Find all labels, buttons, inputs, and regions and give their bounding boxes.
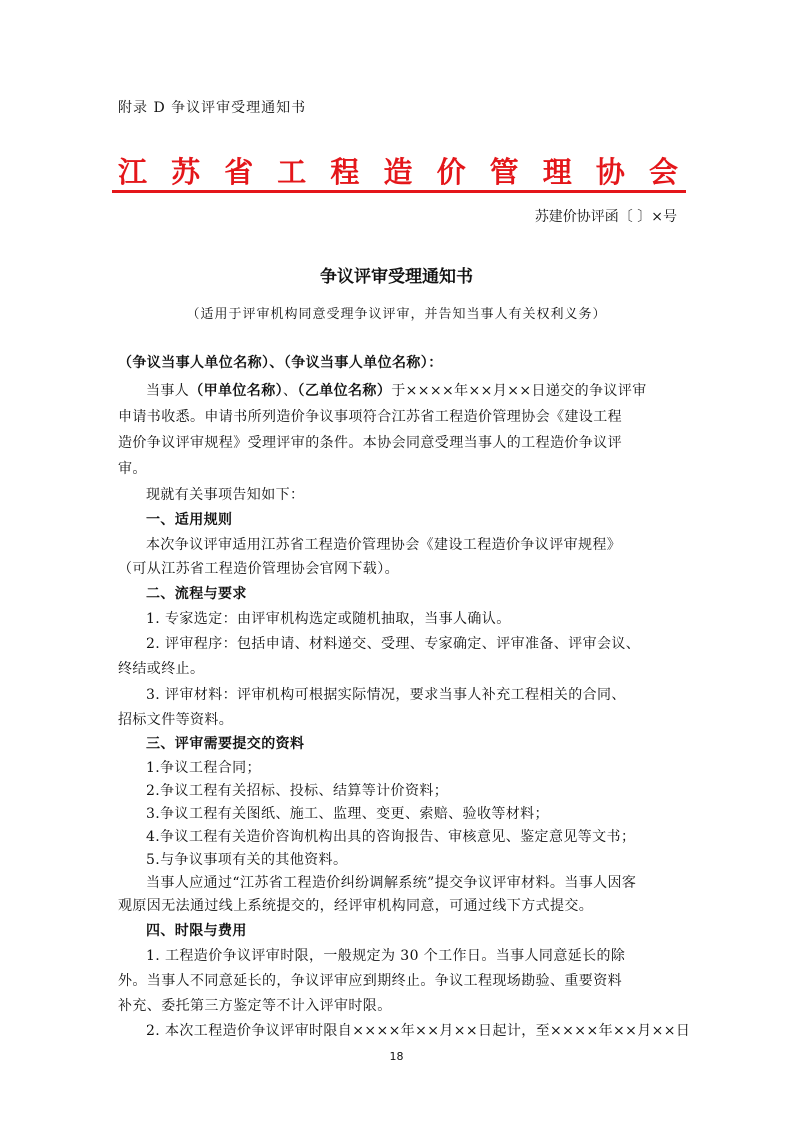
document-number: 苏建价协评函〔 〕×号 [534,209,677,225]
section-heading: 一、适用规则 [146,512,233,528]
org-char: 造 [383,155,413,189]
org-char: 理 [542,155,572,189]
org-char: 价 [436,155,466,189]
addressee: （争议当事人单位名称）、（争议当事人单位名称）： [118,355,443,371]
org-char: 程 [330,155,360,189]
org-char: 管 [489,155,519,189]
para1-line3: 造价争议评审规程》受理评审的条件。本协会同意受理当事人的工程造价争议评 [118,435,622,451]
s3-item5: 5.与争议事项有关的其他资料。 [146,852,348,868]
s4-item1-line1: 1. 工程造价争议评审时限，一般规定为 30 个工作日。当事人同意延长的除 [146,948,626,964]
organization-name [118,150,678,191]
s3-para-line1: 当事人应通过“江苏省工程造价纠纷调解系统”提交争议评审材料。当事人因客 [146,875,637,891]
s4-item2-line1: 2. 本次工程造价争议评审时限自××××年××月××日起计，至××××年××月××日 [146,1023,691,1039]
s4-item1-line3: 补充、委托第三方鉴定等不计入评审时限。 [118,998,392,1014]
text: 于××××年××月××日递交的争议评审 [391,383,647,399]
text: 、 [283,383,298,399]
section-heading: 三、评审需要提交的资料 [146,736,305,752]
org-char: 苏 [171,155,201,189]
s4-item1-line2: 外。当事人不同意延长的，争议评审应到期终止。争议工程现场勘验、重要资料 [118,973,622,989]
org-char: 会 [648,155,678,189]
s2-item1: 1. 专家选定：由评审机构选定或随机抽取，当事人确认。 [146,611,511,627]
s3-para-line2: 观原因无法通过线上系统提交的，经评审机构同意，可通过线下方式提交。 [118,898,594,914]
org-char: 江 [118,155,148,189]
org-char: 工 [277,155,307,189]
org-char: 协 [595,155,625,189]
s3-item4: 4.争议工程有关造价咨询机构出具的咨询报告、审核意见、鉴定意见等文书； [146,829,636,845]
para1-line4: 审。 [118,461,147,477]
page-number: 18 [389,1050,404,1063]
org-char: 省 [224,155,254,189]
party-b-placeholder: （乙单位名称） [297,383,392,399]
s3-item1: 1.争议工程合同； [146,760,261,776]
s2-item3-line2: 招标文件等资料。 [118,712,234,728]
para1-line2: 申请书收悉。申请书所列造价争议事项符合江苏省工程造价管理协会《建设工程 [118,409,622,425]
notice-line: 现就有关事项告知如下： [146,487,305,503]
text: 当事人 [146,383,190,399]
document-subtitle: （适用于评审机构同意受理争议评审，并告知当事人有关权利义务） [186,307,607,322]
s3-item3: 3.争议工程有关图纸、施工、监理、变更、索赔、验收等材料； [146,806,549,822]
s1-line2: （可从江苏省工程造价管理协会官网下载）。 [118,561,399,577]
s1-line1: 本次争议评审适用江苏省工程造价管理协会《建设工程造价争议评审规程》 [146,537,622,553]
s2-item3-line1: 3. 评审材料：评审机构可根据实际情况，要求当事人补充工程相关的合同、 [146,687,626,703]
section-heading: 四、时限与费用 [146,923,247,939]
appendix-label: 附录 D 争议评审受理通知书 [118,100,307,116]
document-title: 争议评审受理通知书 [320,267,473,287]
party-a-placeholder: （甲单位名称） [189,383,284,399]
section-heading: 二、流程与要求 [146,586,247,602]
s2-item2-line2: 终结或终止。 [118,661,205,677]
s3-item2: 2.争议工程有关招标、投标、结算等计价资料； [146,783,449,799]
para1-line1 [146,380,647,400]
s2-item2-line1: 2. 评审程序：包括申请、材料递交、受理、专家确定、评审准备、评审会议、 [146,636,641,652]
red-divider [112,190,686,193]
